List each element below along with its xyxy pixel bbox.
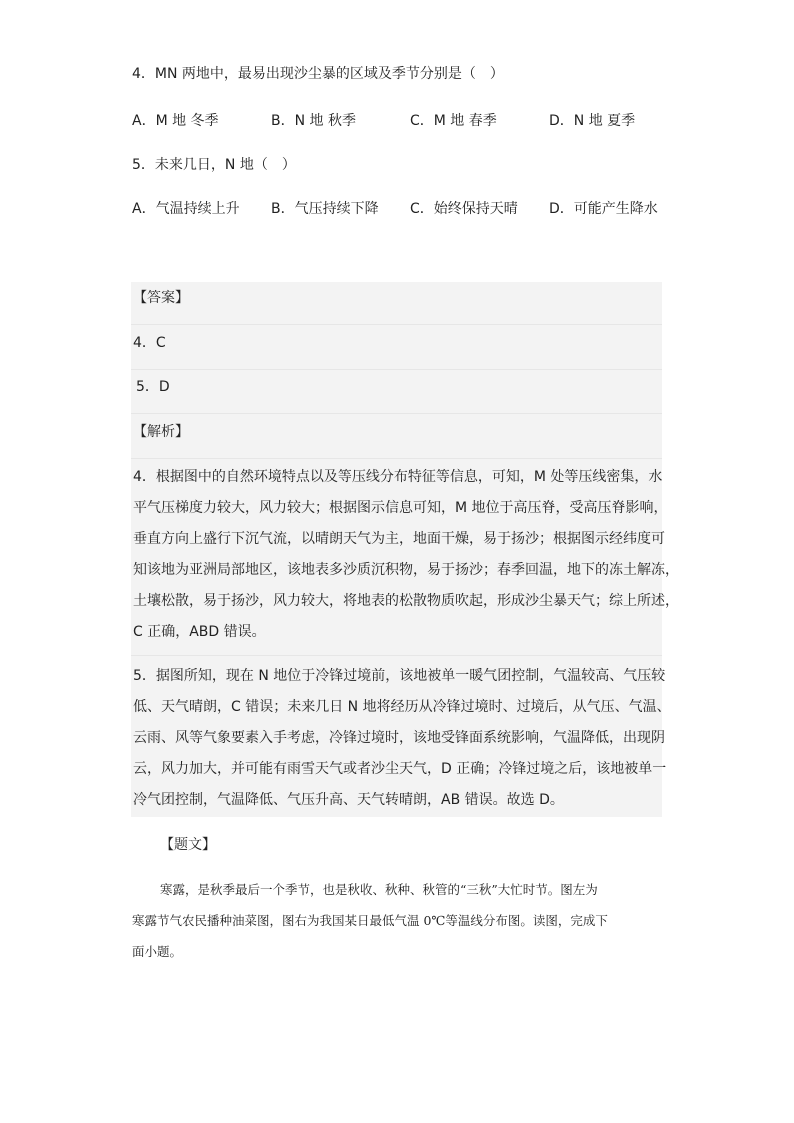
question-5-options [132,199,692,219]
analysis-4-line: 垂直方向上盛行下沉气流，以晴朗天气为主，地面干燥，易于扬沙；根据图示经纬度可 [133,531,665,547]
tiwen-label: 【题文】 [160,837,216,853]
answer-5: 5．D [136,379,170,395]
option-d: D．可能产生降水 [549,201,658,217]
option-c: C．始终保持天晴 [410,201,518,217]
tiwen-stem-line: 寒露，是秋季最后一个季节，也是秋收、秋种、秋管的“三秋”大忙时节。图左为 [160,882,598,897]
tiwen-stem-line: 寒露节气农民播种油菜图，图右为我国某日最低气温 0℃等温线分布图。读图，完成下 [132,913,608,928]
option-a: A．气温持续上升 [132,201,240,217]
answer-label: 【答案】 [133,290,189,306]
analysis-5-line: 云，风力加大，并可能有雨雪天气或者沙尘天气，D 正确；冷锋过境之后，该地被单一 [133,761,667,777]
analysis-5-line: 低、天气晴朗，C 错误；未来几日 N 地将经历从冷锋过境时、过境后，从气压、气温、 [133,699,671,715]
analysis-5-line: 5．据图所知，现在 N 地位于冷锋过境前，该地被单一暖气团控制，气温较高、气压较 [133,668,666,684]
tiwen-stem-line: 面小题。 [132,944,183,959]
analysis-4-line: 4．根据图中的自然环境特点以及等压线分布特征等信息，可知，M 处等压线密集，水 [133,469,663,485]
question-4-options [132,111,692,131]
option-b: B．N 地 秋季 [271,113,356,129]
analysis-label: 【解析】 [133,424,189,440]
option-d: D．N 地 夏季 [549,113,636,129]
analysis-4-line: 土壤松散，易于扬沙，风力较大，将地表的松散物质吹起，形成沙尘暴天气；综上所述， [133,593,679,609]
analysis-4-line: C 正确，ABD 错误。 [133,624,266,640]
analysis-5-line: 冷气团控制，气温降低、气压升高、天气转晴朗，AB 错误。故选 D。 [133,792,564,808]
analysis-5-line: 云雨、风等气象要素入手考虑，冷锋过境时，该地受锋面系统影响，气温降低，出现阴 [133,730,665,746]
option-a: A．M 地 冬季 [132,113,219,129]
analysis-4-line: 知该地为亚洲局部地区，该地表多沙质沉积物，易于扬沙；春季回温，地下的冻土解冻， [133,562,679,578]
analysis-4-line: 平气压梯度力较大，风力较大；根据图示信息可知，M 地位于高压脊，受高压脊影响， [133,500,668,516]
question-5-stem: 5．未来几日，N 地（ ） [132,157,296,173]
option-c: C．M 地 春季 [410,113,497,129]
answer-4: 4．C [133,335,166,351]
question-4-stem: 4．MN 两地中，最易出现沙尘暴的区域及季节分别是（ ） [132,66,504,82]
option-b: B．气压持续下降 [271,201,379,217]
answer-section [131,282,679,817]
